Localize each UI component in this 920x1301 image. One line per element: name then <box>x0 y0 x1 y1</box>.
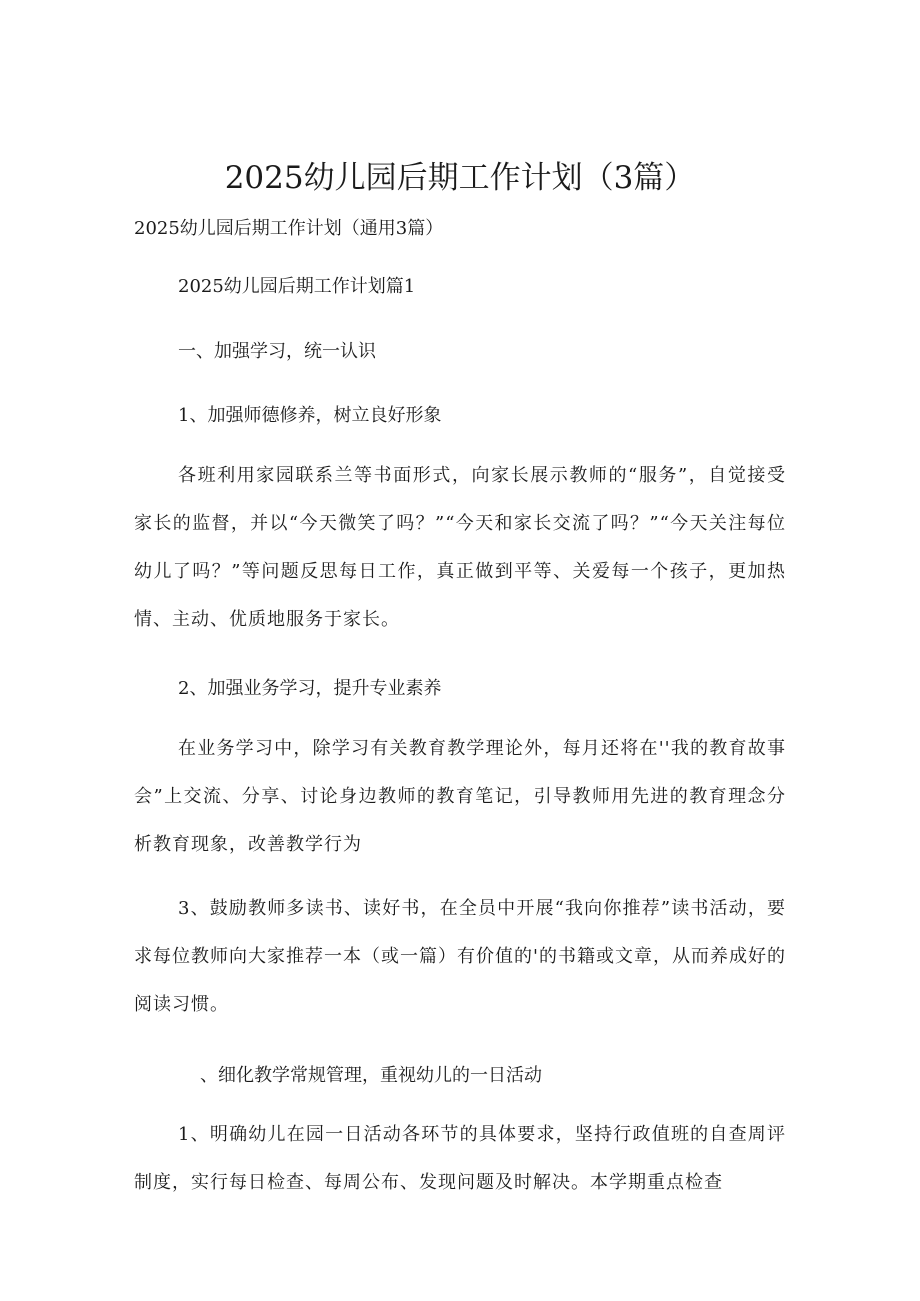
document-subtitle: 2025幼儿园后期工作计划（通用3篇） <box>134 218 444 239</box>
item2-heading: 2、加强业务学习，提升专业素养 <box>178 678 442 699</box>
part2-heading: 、细化教学常规管理，重视幼儿的一日活动 <box>200 1065 542 1086</box>
item3-paragraph: 3、鼓励教师多读书、读好书，在全员中开展“我向你推荐”读书活动，要求每位教师向大家推荐一本（或一篇）有价值的'的书籍或文章，从而养成好的阅读习惯。 <box>134 898 786 1015</box>
section-heading: 2025幼儿园后期工作计划篇1 <box>178 276 416 297</box>
part1-heading: 一、加强学习，统一认识 <box>178 341 376 362</box>
part2-item1-paragraph: 1、明确幼儿在园一日活动各环节的具体要求，坚持行政值班的自查周评制度，实行每日检查、每周公布、发现问题及时解决。本学期重点检查 <box>134 1124 786 1193</box>
document-title: 2025幼儿园后期工作计划（3篇） <box>224 160 696 196</box>
item2-paragraph: 在业务学习中，除学习有关教育教学理论外，每月还将在''我的教育故事会”上交流、分享、讨论身边教师的教育笔记，引导教师用先进的教育理念分析教育现象，改善教学行为 <box>134 738 786 855</box>
item1-paragraph: 各班利用家园联系兰等书面形式，向家长展示教师的“服务”，自觉接受家长的监督，并以“今天微笑了吗？”“今天和家长交流了吗？”“今天关注每位幼儿了吗？”等问题反思每日工作，真正做到平等、关爱每一个孩子，更加热情、主动、优质地服务于家长。 <box>134 465 786 630</box>
item1-heading: 1、加强师德修养，树立良好形象 <box>178 405 442 426</box>
